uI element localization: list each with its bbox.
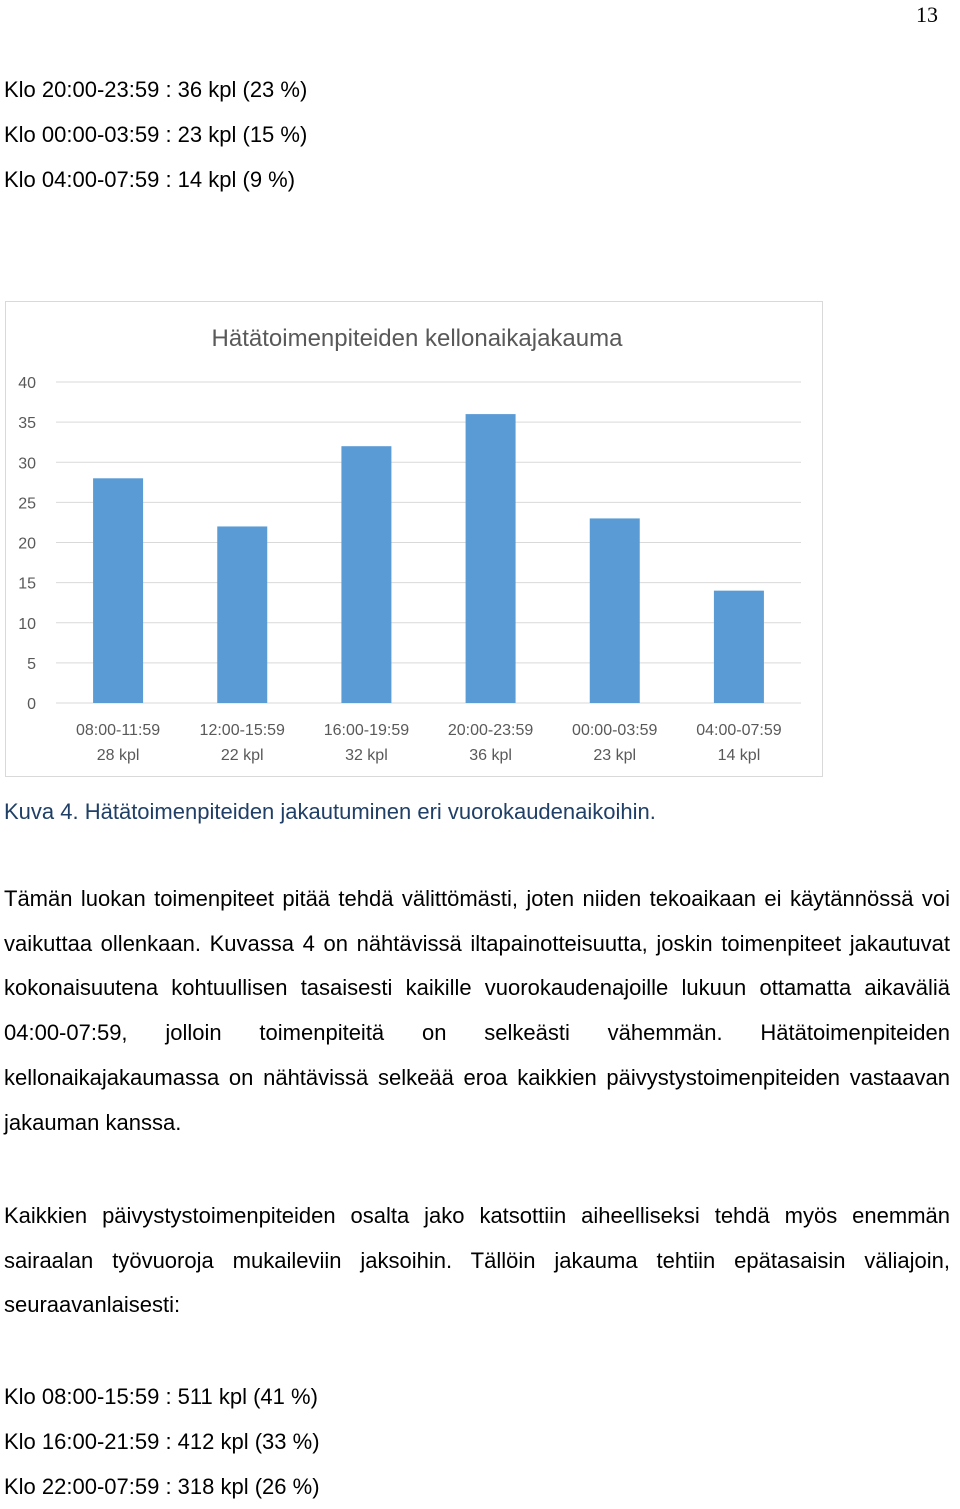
body-paragraph-2: Kaikkien päivystystoimenpiteiden osalta jako katsottiin aiheelliseksi tehdä myös enemmän sairaalan työvuoroja mukaileviin jaksoihin. Tällöin jakauma tehtiin epätasaisin väliajoin, seuraavanlaisesti: [4,1203,950,1318]
category-count-label: 14 kpl [717,747,761,764]
category-label: 20:00-23:59 [447,722,534,739]
category-label: 12:00-15:59 [199,722,285,739]
category-count-label: 32 kpl [345,747,388,764]
category-count-label: 22 kpl [220,747,264,764]
page-number: 13 [916,2,938,27]
period-line-1: Klo 08:00-15:59 : 511 kpl (41 %) [4,1384,318,1409]
bar-16:00-19:59 [341,446,391,703]
x-axis-labels [76,722,782,764]
summary-line-2: Klo 00:00-03:59 : 23 kpl (15 %) [4,122,308,147]
bar-20:00-23:59 [466,414,516,703]
period-line-2: Klo 16:00-21:59 : 412 kpl (33 %) [4,1429,320,1454]
category-label: 16:00-19:59 [323,722,410,739]
y-axis-ticks [18,375,36,713]
y-tick-label: 10 [18,615,36,633]
y-tick-label: 35 [18,415,36,433]
chart-bars [93,414,764,703]
category-label: 04:00-07:59 [696,722,782,739]
chart-figure [5,301,823,777]
figure-caption: Kuva 4. Hätätoimenpiteiden jakautuminen eri vuorokaudenaikoihin. [4,799,656,824]
category-label: 00:00-03:59 [572,722,658,739]
bar-00:00-03:59 [590,518,640,703]
bar-04:00-07:59 [714,591,764,703]
y-tick-label: 5 [27,655,36,673]
y-tick-label: 25 [18,495,36,513]
y-tick-label: 0 [27,696,36,713]
category-count-label: 28 kpl [96,747,140,764]
summary-line-3: Klo 04:00-07:59 : 14 kpl (9 %) [4,167,296,192]
summary-line-1: Klo 20:00-23:59 : 36 kpl (23 %) [4,77,308,102]
y-tick-label: 40 [18,375,36,392]
chart-title: Hätätoimenpiteiden kellonaikajakauma [211,325,623,352]
body-paragraph-1: Tämän luokan toimenpiteet pitää tehdä välittömästi, joten niiden tekoaikaan ei käytännössä voi vaikuttaa ollenkaan. Kuvassa 4 on nähtävissä iltapainotteisuutta, joskin toimenpiteet jakautuvat kokonaisuutena kohtuullisen tasaisesti kaikille vuorokaudenajoille lukuun ottamatta aikaväliä 04:00-07:59, jolloin toimenpiteitä on selkeästi vähemmän. Hätätoimenpiteiden kellonaikajakaumassa on nähtävissä selkeää eroa kaikkien päivystystoimenpiteiden vastaavan jakauman kanssa. [4,886,950,1135]
bar-08:00-11:59 [93,478,143,703]
category-count-label: 36 kpl [469,747,512,764]
bar-12:00-15:59 [217,526,267,703]
bar-chart [6,302,824,778]
category-label: 08:00-11:59 [75,722,161,739]
period-line-3: Klo 22:00-07:59 : 318 kpl (26 %) [4,1474,320,1499]
category-count-label: 23 kpl [593,747,637,764]
y-tick-label: 30 [18,455,36,473]
y-tick-label: 15 [18,575,36,593]
y-tick-label: 20 [18,535,36,553]
chart-gridlines [56,382,801,703]
